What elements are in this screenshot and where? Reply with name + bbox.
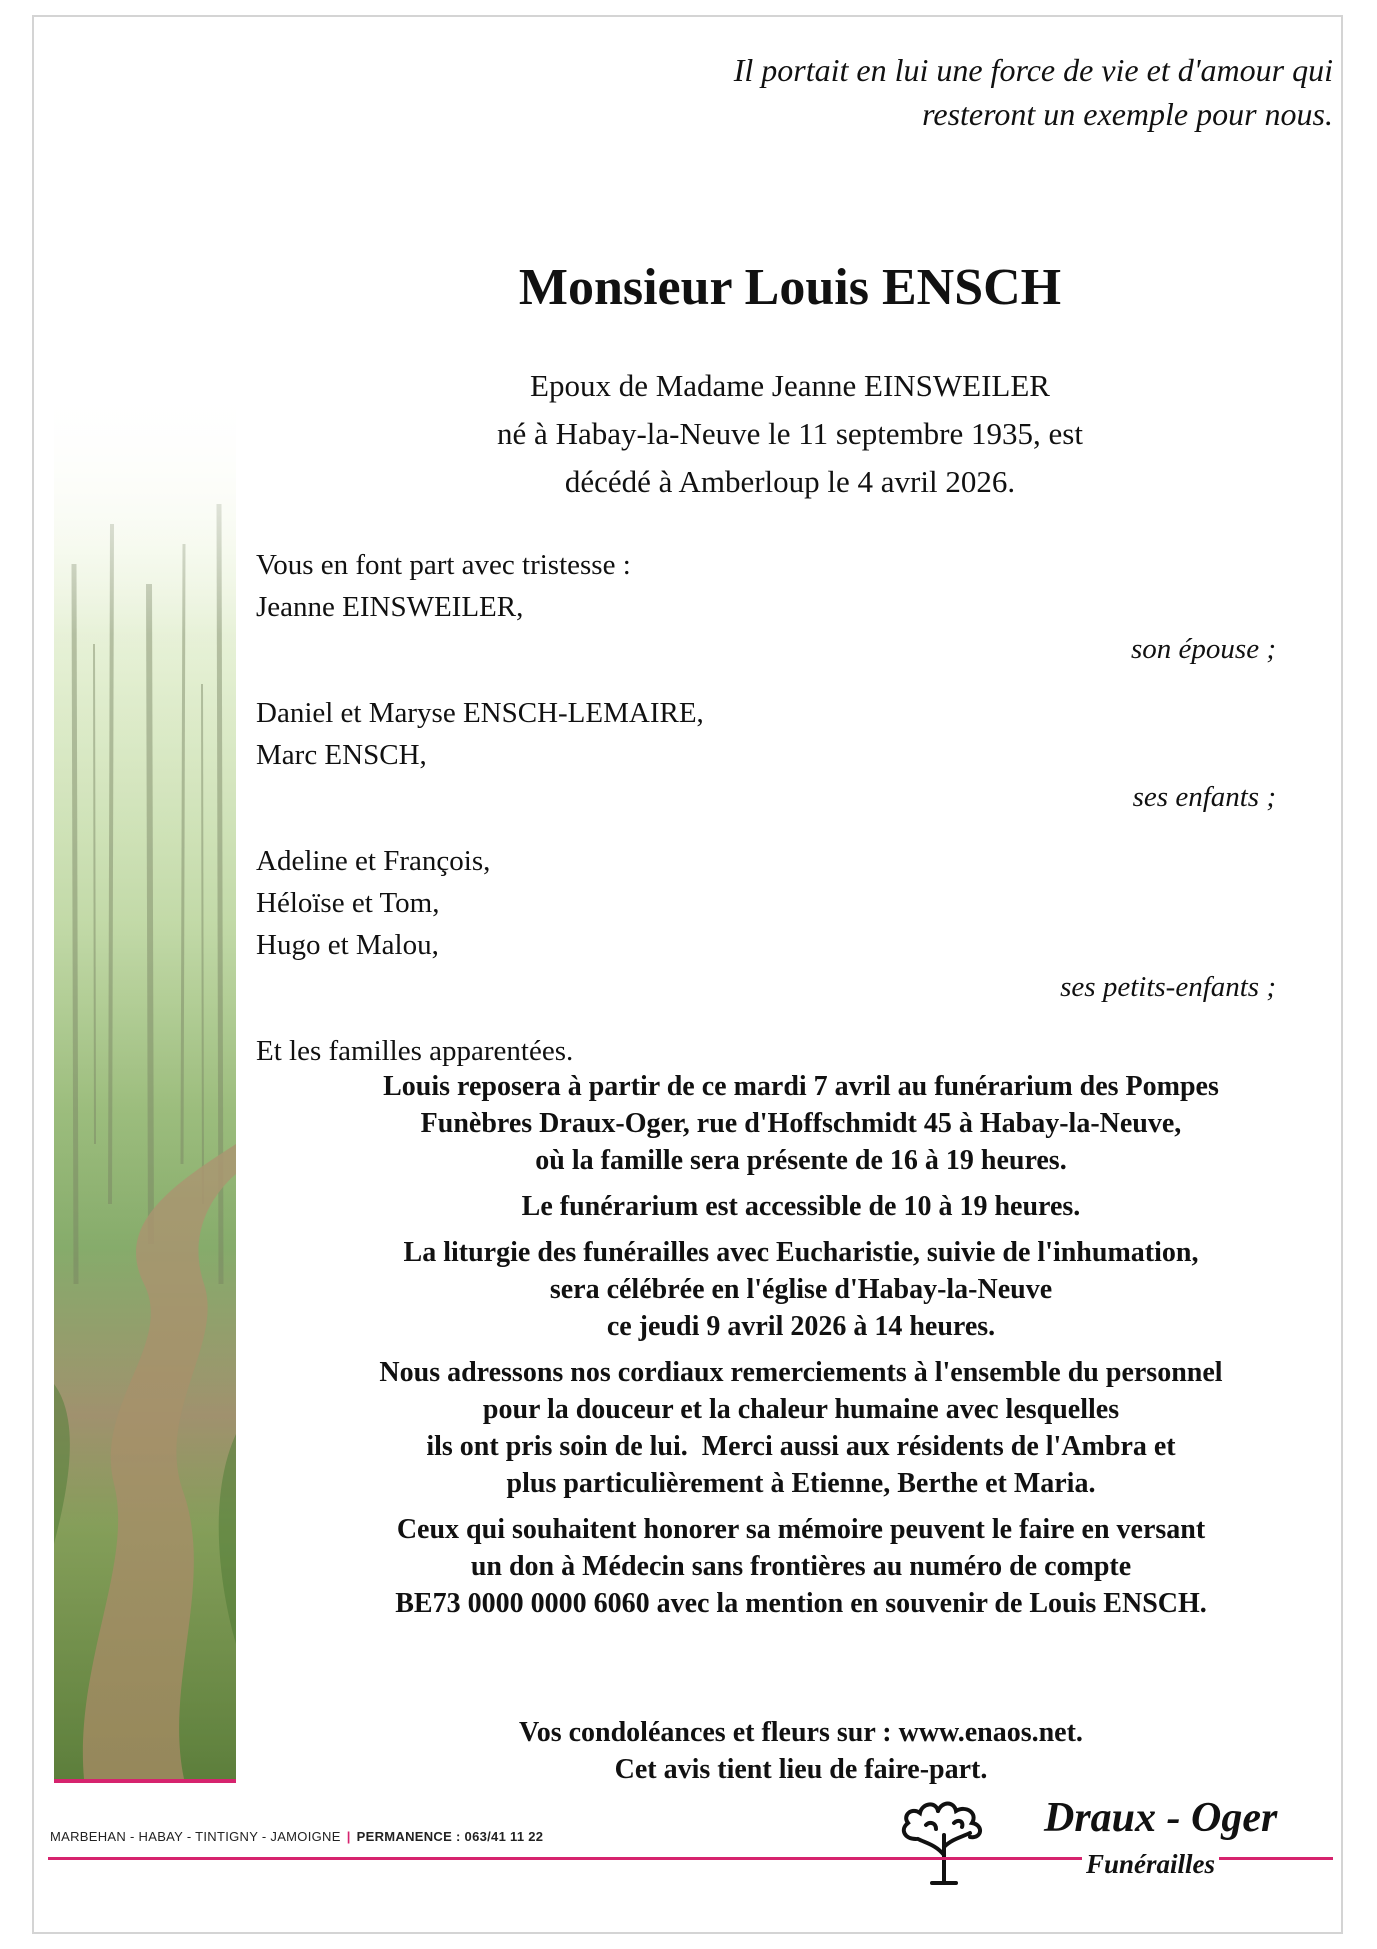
epigraph-quote	[533, 48, 1333, 136]
footer-contact	[50, 1829, 543, 1844]
family-member: Héloïse et Tom,	[256, 887, 440, 919]
thanks-paragraph	[296, 1354, 1306, 1502]
arrangements	[296, 1068, 1306, 1631]
forest-illustration	[54, 384, 236, 1779]
text-line: Nous adressons nos cordiaux remerciements à l'ensemble du personnel	[379, 1357, 1223, 1388]
brand-name: Draux - Oger	[1044, 1795, 1278, 1841]
text-line: BE73 0000 0000 6060 avec la mention en souvenir de Louis ENSCH.	[395, 1588, 1207, 1619]
funerarium-hours-paragraph	[296, 1188, 1306, 1225]
family-others: Et les familles apparentées.	[256, 1035, 574, 1067]
text-line: ce jeudi 9 avril 2026 à 14 heures.	[606, 1311, 996, 1342]
text-line: Ceux qui souhaitent honorer sa mémoire peuvent le faire en versant	[396, 1514, 1206, 1545]
deceased-info	[360, 362, 1220, 506]
footer-separator: |	[346, 1829, 351, 1844]
family-role: son épouse ;	[1131, 633, 1276, 665]
condolences	[296, 1714, 1306, 1788]
death-line: décédé à Amberloup le 4 avril 2026.	[564, 464, 1016, 499]
text-line: La liturgie des funérailles avec Eucharistie, suivie de l'inhumation,	[403, 1237, 1199, 1268]
image-accent-bar	[54, 1779, 236, 1783]
family-intro: Vous en font part avec tristesse :	[256, 549, 631, 581]
footer-locations: MARBEHAN - HABAY - TINTIGNY - JAMOIGNE	[50, 1829, 341, 1844]
quote-line-2: resteront un exemple pour nous.	[922, 96, 1333, 132]
birth-line: né à Habay-la-Neuve le 11 septembre 1935, est	[497, 416, 1083, 451]
text-line: Funèbres Draux-Oger, rue d'Hoffschmidt 45 à Habay-la-Neuve,	[420, 1108, 1182, 1139]
text-line: ils ont pris soin de lui. Merci aussi aux résidents de l'Ambra et	[426, 1431, 1176, 1462]
tree-logo-icon	[896, 1795, 992, 1885]
family-role: ses enfants ;	[1132, 781, 1276, 813]
footer-permanence: PERMANENCE : 063/41 11 22	[356, 1829, 544, 1844]
family-member: Hugo et Malou,	[256, 929, 439, 961]
quote-line-1: Il portait en lui une force de vie et d'amour qui	[733, 52, 1333, 88]
liturgy-paragraph	[296, 1234, 1306, 1345]
text-line: Le funérarium est accessible de 10 à 19 heures.	[521, 1191, 1081, 1222]
family-list	[256, 544, 1276, 1072]
visitation-paragraph	[296, 1068, 1306, 1179]
text-line: où la famille sera présente de 16 à 19 heures.	[535, 1145, 1067, 1176]
text-line: Louis reposera à partir de ce mardi 7 avril au funérarium des Pompes	[383, 1071, 1219, 1102]
deceased-name: Monsieur Louis ENSCH	[518, 259, 1062, 316]
family-member: Daniel et Maryse ENSCH-LEMAIRE,	[256, 697, 704, 729]
spouse-line: Epoux de Madame Jeanne EINSWEILER	[530, 368, 1050, 403]
family-member: Marc ENSCH,	[256, 739, 427, 771]
family-member: Jeanne EINSWEILER,	[256, 591, 524, 623]
text-line: sera célébrée en l'église d'Habay-la-Neuve	[549, 1274, 1053, 1305]
text-line: pour la douceur et la chaleur humaine avec lesquelles	[482, 1394, 1120, 1425]
donation-paragraph	[296, 1511, 1306, 1622]
text-line: un don à Médecin sans frontières au numéro de compte	[470, 1551, 1132, 1582]
forest-path-image	[54, 384, 236, 1779]
condolences-link-line[interactable]: Vos condoléances et fleurs sur : www.enaos.net.	[519, 1717, 1083, 1748]
text-line: plus particulièrement à Etienne, Berthe et Maria.	[506, 1468, 1096, 1499]
brand-subtitle: Funérailles	[1082, 1849, 1219, 1880]
family-member: Adeline et François,	[256, 845, 491, 877]
text-line: Cet avis tient lieu de faire-part.	[614, 1754, 988, 1785]
family-role: ses petits-enfants ;	[1060, 971, 1276, 1003]
